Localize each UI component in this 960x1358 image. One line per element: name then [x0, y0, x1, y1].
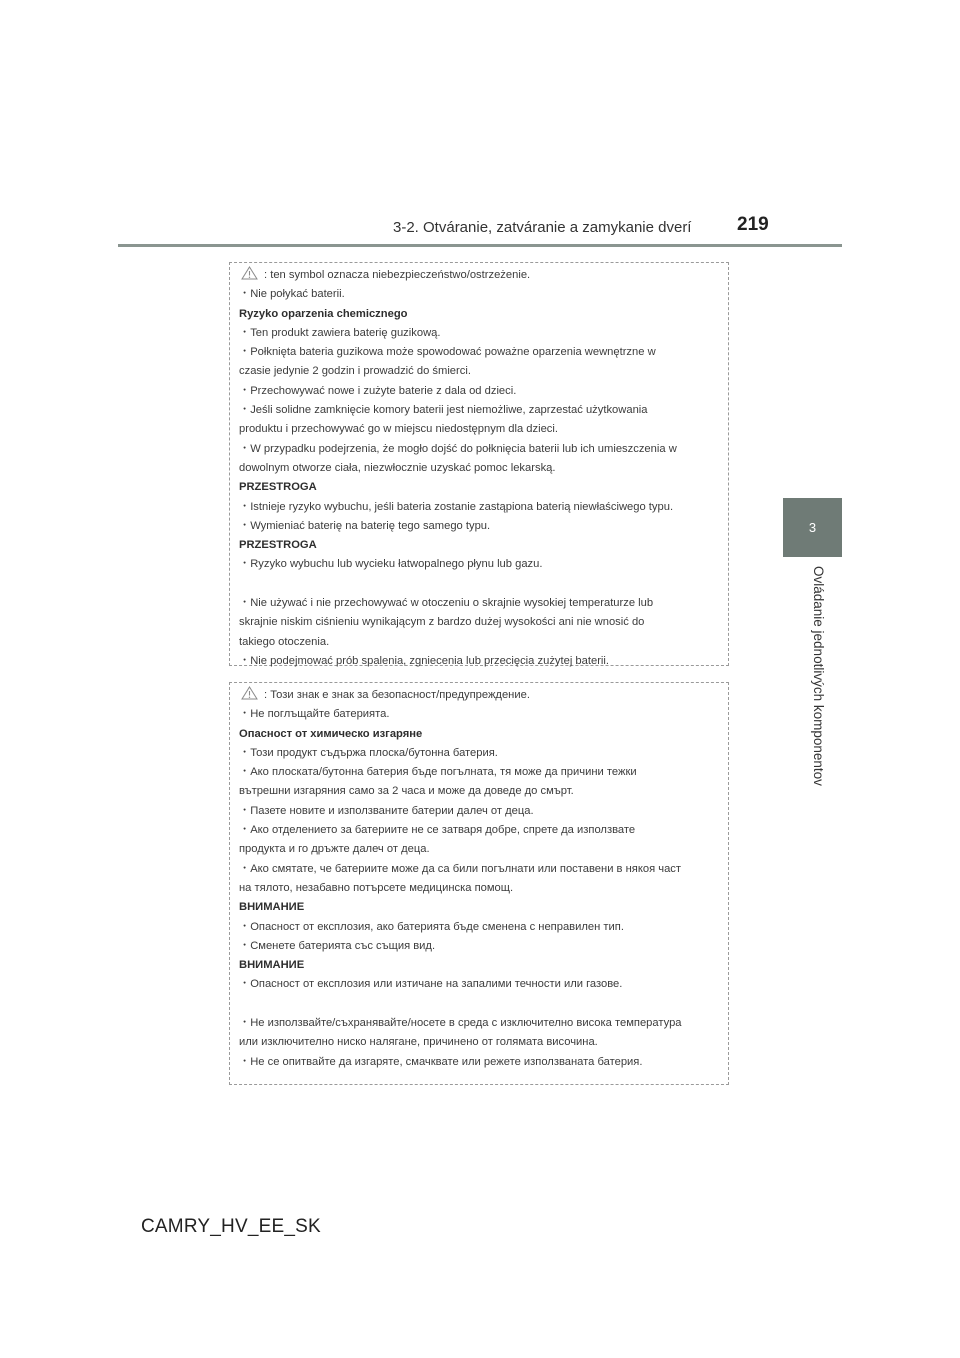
notice-text-line: ・Опасност от експлозия, ако батерията бъде сменена с неправилен тип. [239, 920, 624, 933]
icon-legend-line [239, 266, 720, 285]
section-title: 3-2. Otváranie, zatváranie a zamykanie dverí [393, 219, 692, 236]
notice-text-line: ・Ryzyko wybuchu lub wycieku łatwopalnego płynu lub gazu. [239, 558, 543, 571]
icon-legend-line [239, 686, 720, 705]
warning-triangle-icon [241, 266, 258, 280]
notice-text-line: или изключително ниско налягане, причинено от голямата височина. [239, 1036, 598, 1049]
notice-text-line: dowolnym otworze ciała, niezwłocznie uzyskać pomoc lekarską. [239, 461, 556, 474]
notice-heading: ВНИМАНИЕ [239, 959, 305, 972]
notice-heading: PRZESTROGA [239, 481, 317, 494]
notice-text-line: produktu i przechowywać go w miejscu niedostępnym dla dzieci. [239, 423, 558, 436]
notice-text-line: ・W przypadku podejrzenia, że mogło dojść do połknięcia baterii lub ich umieszczenia w [239, 442, 677, 455]
notice-text-line: ・Не използвайте/съхранявайте/носете в среда с изключително висока температура [239, 1017, 682, 1030]
icon-legend-text: : ten symbol oznacza niebezpieczeństwo/ostrzeżenie. [264, 269, 531, 281]
polish-battery-notice [229, 262, 729, 666]
notice-text-line: skrajnie niskim ciśnieniu wynikającym z bardzo dużej wysokości ani nie wnosić do [239, 616, 645, 629]
notice-text-line: ・Не се опитвайте да изгаряте, смачквате или режете използваната батерия. [239, 1055, 643, 1068]
notice-text-line: вътрешни изгаряния само за 2 часа и може да доведе до смърт. [239, 785, 574, 798]
notice-text-line: ・Ако смятате, че батериите може да са били погълнати или поставени в някоя част [239, 862, 682, 875]
notice-text-line: ・Ten produkt zawiera baterię guzikową. [239, 326, 441, 339]
notice-text-line: ・Опасност от експлозия или изтичане на запалими течности или газове. [239, 978, 623, 991]
notice-text-line: ・Nie połykać baterii. [239, 288, 345, 301]
notice-text-line: ・Wymieniać baterię na baterię tego samego typu. [239, 519, 491, 532]
notice-heading: Опасност от химическо изгаряне [239, 727, 423, 740]
notice-text-line: ・Nie podejmować prób spalenia, zgniecenia lub przecięcia zużytej baterii. [239, 654, 610, 667]
notice-text-line: продукта и го дръжте далеч от деца. [239, 843, 430, 856]
notice-heading: ВНИМАНИЕ [239, 901, 305, 914]
notice-text-line: ・Пазете новите и използваните батерии далеч от деца. [239, 804, 534, 817]
notice-heading: Ryzyko oparzenia chemicznego [239, 307, 408, 320]
notice-text-line: ・Не поглъщайте батерията. [239, 708, 390, 721]
notice-text-line: на тялото, незабавно потърсете медицинска помощ. [239, 881, 514, 894]
notice-text-line: takiego otoczenia. [239, 635, 330, 648]
notice-text-line: ・Jeśli solidne zamknięcie komory baterii jest niemożliwe, zaprzestać użytkowania [239, 404, 648, 417]
document-code: CAMRY_HV_EE_SK [141, 1216, 321, 1237]
notice-text-line: ・Połknięta bateria guzikowa może spowodować poważne oparzenia wewnętrzne w [239, 346, 656, 359]
notice-text-line: ・Сменете батерията със същия вид. [239, 939, 436, 952]
page-number: 219 [737, 214, 769, 235]
chapter-title: Ovládanie jednotlivých komponentov [811, 566, 826, 786]
notice-text-line: ・Istnieje ryzyko wybuchu, jeśli bateria zostanie zastąpiona baterią niewłaściwego typu. [239, 500, 674, 513]
notice-heading: PRZESTROGA [239, 539, 317, 552]
icon-legend-text: : Този знак е знак за безопасност/предупреждение. [264, 689, 530, 701]
bulgarian-battery-notice [229, 682, 729, 1085]
notice-text-line: ・Przechowywać nowe i zużyte baterie z dala od dzieci. [239, 384, 517, 397]
notice-text-line: ・Nie używać i nie przechowywać w otoczeniu o skrajnie wysokiej temperaturze lub [239, 597, 654, 610]
notice-text-line: czasie jedynie 2 godzin i prowadzić do śmierci. [239, 365, 471, 378]
warning-triangle-icon [241, 686, 258, 700]
polish-notice-lines [239, 285, 720, 671]
notice-text-line: ・Ако отделението за батериите не се затваря добре, спрете да използвате [239, 824, 636, 837]
notice-text-line: ・Този продукт съдържа плоска/бутонна батерия. [239, 746, 498, 759]
header-rule [118, 244, 842, 247]
notice-text-line: ・Ако плоската/бутонна батерия бъде погълната, тя може да причини тежки [239, 766, 637, 779]
chapter-number: 3 [808, 520, 817, 535]
bulgarian-notice-lines [239, 705, 720, 1072]
chapter-tab [783, 498, 842, 557]
